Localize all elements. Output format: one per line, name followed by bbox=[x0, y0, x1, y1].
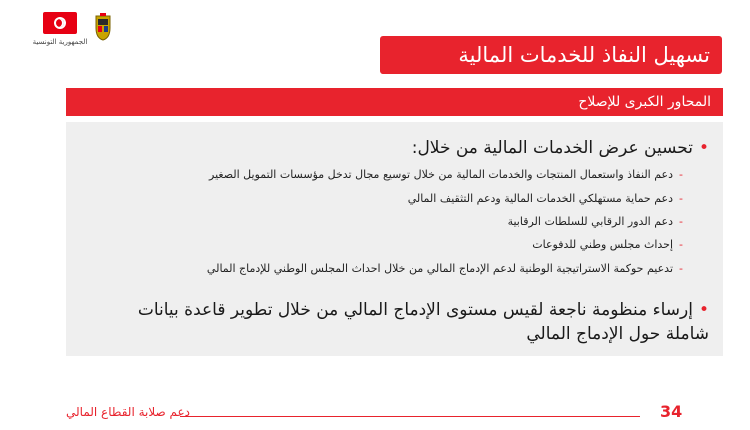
sub-item: -إحداث مجلس وطني للدفوعات bbox=[532, 238, 683, 251]
sub-item: -دعم حماية مستهلكي الخدمات المالية ودعم التثقيف المالي bbox=[407, 192, 683, 205]
republic-label: الجمهورية التونسية bbox=[32, 38, 88, 46]
tunisia-coat-of-arms-icon bbox=[92, 12, 114, 42]
page-number: 34 bbox=[660, 402, 683, 421]
tunisia-flag-icon bbox=[43, 12, 77, 34]
header-logos bbox=[30, 8, 120, 54]
sub-item: -دعم الدور الرقابي للسلطات الرقابية bbox=[507, 215, 683, 228]
dash-icon: - bbox=[679, 168, 683, 181]
section-heading-bar bbox=[66, 88, 723, 116]
bullet1-title: تحسين عرض الخدمات المالية من خلال: bbox=[411, 138, 693, 158]
footer-divider bbox=[180, 416, 640, 417]
section-heading: المحاور الكبرى للإصلاح bbox=[578, 94, 711, 110]
title-banner bbox=[380, 36, 722, 74]
dash-icon: - bbox=[679, 262, 683, 275]
bullet-item bbox=[412, 138, 709, 158]
content-panel bbox=[66, 122, 723, 356]
bullet-dot-icon: • bbox=[698, 138, 709, 158]
dash-icon: - bbox=[679, 238, 683, 251]
page-title: تسهيل النفاذ للخدمات المالية bbox=[458, 43, 710, 67]
bullet-dot-icon: • bbox=[698, 300, 709, 320]
sub-item: -دعم النفاذ واستعمال المنتجات والخدمات المالية من خلال توسيع مجال تدخل مؤسسات التمويل الصغير bbox=[209, 168, 683, 181]
sub-item: -تدعيم حوكمة الاستراتيجية الوطنية لدعم الإدماج المالي من خلال احداث المجلس الوطني للإدماج المالي bbox=[206, 262, 683, 275]
bullet-item bbox=[109, 298, 709, 346]
footer-text: دعم صلابة القطاع المالي bbox=[66, 405, 191, 419]
dash-icon: - bbox=[679, 192, 683, 205]
dash-icon: - bbox=[679, 215, 683, 228]
bullet2-title: إرساء منظومة ناجعة لقيس مستوى الإدماج المالي من خلال تطوير قاعدة بيانات شاملة حول الإدماج المالي bbox=[137, 300, 709, 344]
